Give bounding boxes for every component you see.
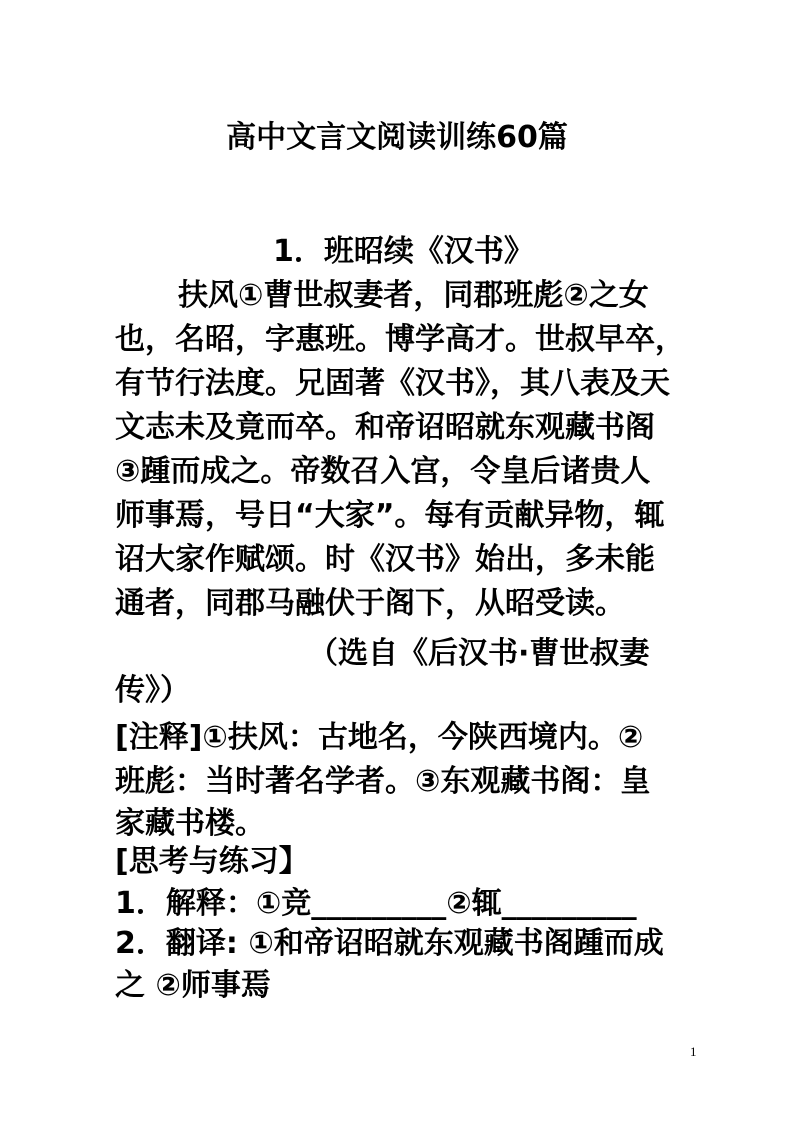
- passage-line: 也，名昭，字惠班。博学高才。世叔早卒，: [115, 322, 685, 357]
- passage-line: 扶风①曹世叔妻者，同郡班彪②之女: [178, 278, 649, 313]
- exercise-question: 1．解释：①竞_________②辄_________: [115, 886, 637, 921]
- passage-line: 师事焉，号日“大家”。每有贡献异物，辄: [115, 498, 665, 533]
- passage-line: 文志未及竟而卒。和帝诏昭就东观藏书阁: [115, 410, 655, 445]
- passage-line: 有节行法度。兄固著《汉书》，其八表及天: [115, 366, 670, 401]
- passage-line: ③踵而成之。帝数召入宫，令皇后诸贵人: [115, 454, 651, 489]
- source-citation: （选自《后汉书·曹世叔妻: [308, 636, 650, 671]
- source-citation: 传》）: [115, 673, 190, 708]
- passage-line: 诏大家作赋颂。时《汉书》始出，多未能: [115, 542, 655, 577]
- annotation-line: 家藏书楼。: [115, 806, 265, 841]
- document-title: 高中文言文阅读训练60篇: [226, 120, 568, 155]
- annotation-line: [注释]①扶风：古地名，今陕西境内。②: [115, 720, 644, 755]
- passage-line: 通者，同郡马融伏于阁下，从昭受读。: [115, 586, 625, 621]
- page-number: 1: [690, 1044, 697, 1059]
- exercise-heading: [思考与练习】: [115, 844, 309, 879]
- exercise-question: 2．翻译: ①和帝诏昭就东观藏书阁踵而成: [115, 926, 664, 961]
- annotation-line: 班彪：当时著名学者。③东观藏书阁：皇: [115, 764, 651, 799]
- exercise-question: 之 ②师事焉: [115, 968, 271, 1003]
- section-heading: 1．班昭续《汉书》: [273, 234, 534, 269]
